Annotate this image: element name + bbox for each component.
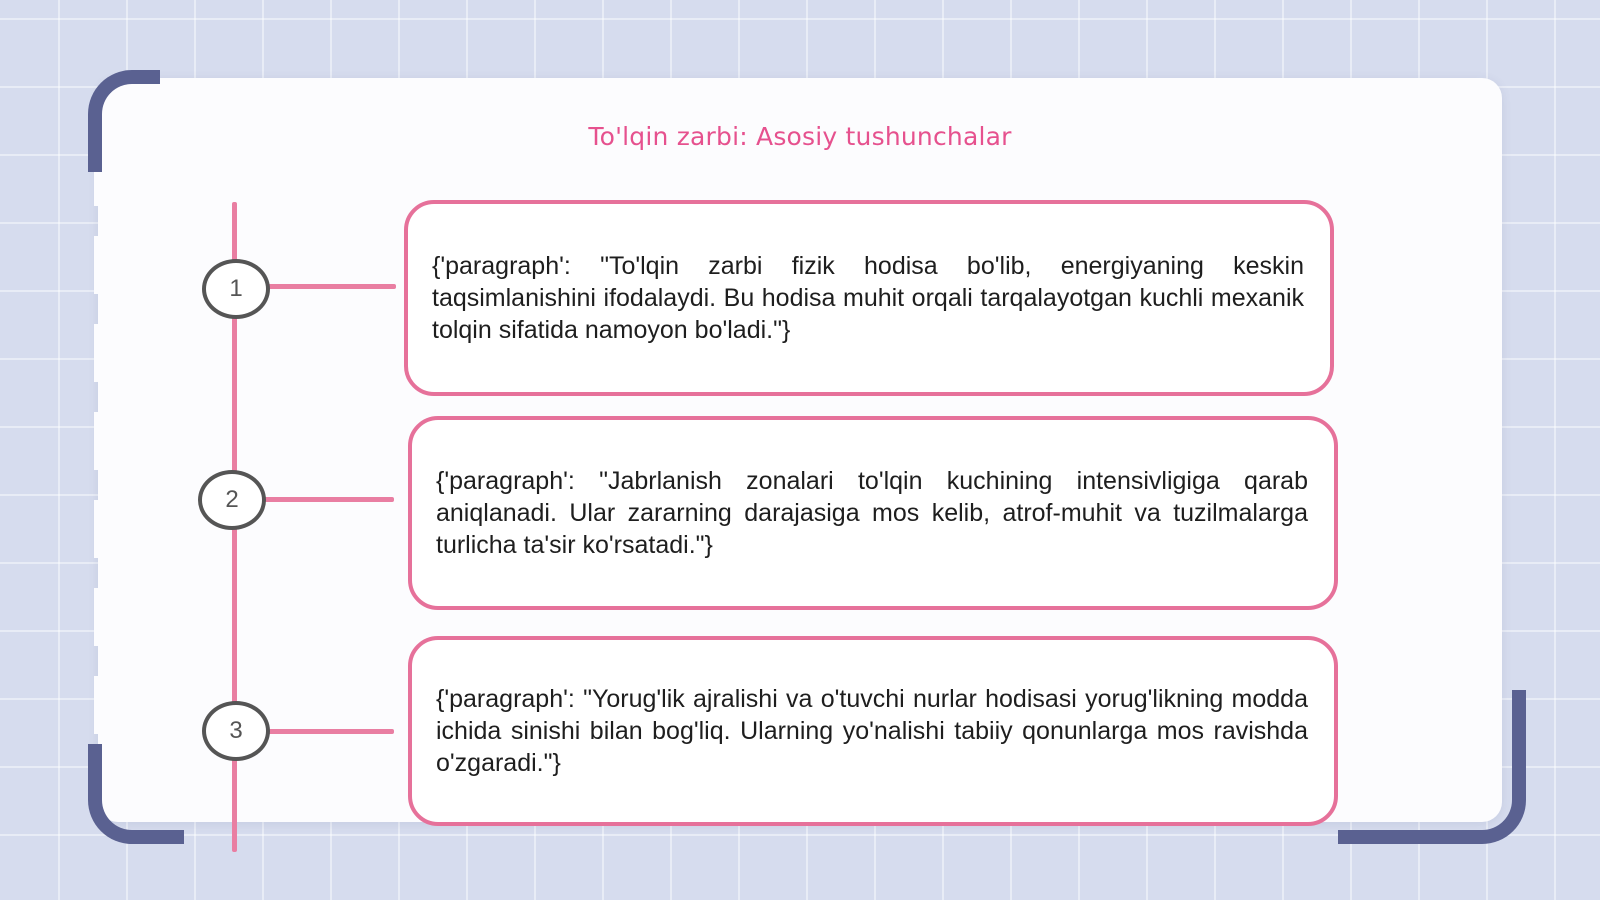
corner-bracket-bottom-right (1338, 690, 1526, 844)
content-card-1 (404, 200, 1334, 396)
slide-title: To'lqin zarbi: Asosiy tushunchalar (588, 122, 1012, 151)
card-paragraph: {'paragraph': "Yorug'lik ajralishi va o'tuvchi nurlar hodisasi yorug'likning modda ichida sinishi bilan bog'liq. Ularning yo'nalishi tabiiy qonunlarga mos ravishda o'zgaradi."} (436, 685, 1308, 777)
timeline-connector (268, 284, 396, 289)
content-card-3 (408, 636, 1338, 826)
card-paragraph: {'paragraph': "Jabrlanish zonalari to'lqin kuchining intensivligiga qarab aniqlanadi. Ular zararning darajasiga mos kelib, atrof-muhit va tuzilmalarga turlicha ta'sir ko'rsatadi."} (436, 467, 1308, 559)
step-number-1: 1 (202, 259, 270, 319)
content-card-2 (408, 416, 1338, 610)
timeline-connector (264, 497, 394, 502)
step-number-2: 2 (198, 470, 266, 530)
step-number-3: 3 (202, 701, 270, 761)
card-paragraph: {'paragraph': "To'lqin zarbi fizik hodisa bo'lib, energiyaning keskin taqsimlanishini ifodalaydi. Bu hodisa muhit orqali tarqalayotgan kuchli mexanik tolqin sifatida namoyon bo'ladi."} (432, 252, 1304, 344)
timeline-connector (268, 729, 394, 734)
corner-bracket-bottom-left (88, 744, 184, 844)
corner-bracket-top-left (88, 70, 160, 172)
